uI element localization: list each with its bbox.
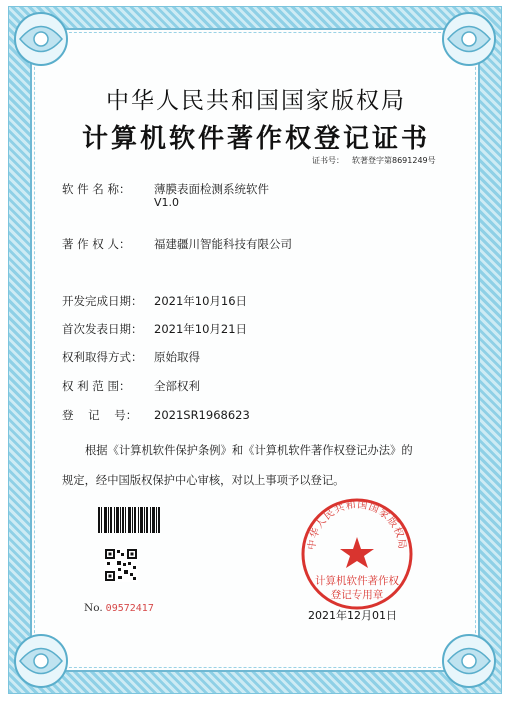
seal-text-line-2: 登记专用章	[330, 589, 384, 601]
serial-value: 09572417	[105, 603, 154, 614]
field-completion-date	[62, 293, 247, 309]
certificate-title: 计算机软件著作权登记证书	[81, 124, 430, 154]
serial-label: No.	[84, 602, 103, 614]
issue-date: 2021年12月01日	[308, 609, 397, 622]
seal-ring-text: 中华人民共和国国家版权局	[306, 499, 408, 551]
field-value: 2021年10月16日	[154, 294, 248, 308]
certificate-number	[312, 155, 436, 166]
issuing-authority: 中华人民共和国国家版权局	[106, 88, 406, 114]
statement-line-1: 根据《计算机软件保护条例》和《计算机软件著作权登记办法》的	[85, 444, 413, 457]
qr-code-icon	[104, 548, 138, 582]
field-copyright-owner	[62, 236, 292, 252]
seal-text-line-1: 计算机软件著作权	[315, 575, 399, 587]
field-registration-number	[62, 407, 250, 423]
field-value: 薄膜表面检测系统软件	[154, 182, 269, 196]
field-value: 2021年10月21日	[154, 322, 248, 336]
statement-line-2: 规定，经中国版权保护中心审核，对以上事项予以登记。	[62, 474, 345, 487]
corner-ornament-bottom-right	[436, 628, 502, 694]
certificate-number-value: 软著登字第8691249号	[352, 156, 436, 165]
field-rights-scope	[62, 378, 200, 394]
field-label: 开发完成日期：	[62, 294, 143, 308]
corner-ornament-top-left	[8, 6, 74, 72]
certificate-number-label: 证书号：	[312, 156, 344, 165]
corner-ornament-top-right	[436, 6, 502, 72]
field-label: 权 利 范 围：	[62, 379, 131, 393]
field-value: 全部权利	[154, 379, 200, 393]
seal-star-icon	[340, 537, 374, 568]
field-value: 原始取得	[154, 350, 200, 364]
field-label: 软 件 名 称：	[62, 182, 131, 196]
field-label: 著 作 权 人：	[62, 237, 131, 251]
field-label: 首次发表日期：	[62, 322, 143, 336]
field-label: 权利取得方式：	[62, 350, 143, 364]
field-value: 福建疆川智能科技有限公司	[154, 237, 292, 251]
barcode-icon	[98, 507, 160, 533]
field-value: 2021SR1968623	[154, 408, 250, 422]
corner-ornament-bottom-left	[8, 628, 74, 694]
field-rights-acquisition	[62, 349, 200, 365]
software-version: V1.0	[154, 196, 180, 209]
serial-number	[84, 602, 154, 614]
field-label: 登 记 号：	[62, 408, 138, 422]
field-first-publication-date	[62, 321, 247, 337]
field-software-name	[62, 181, 269, 209]
